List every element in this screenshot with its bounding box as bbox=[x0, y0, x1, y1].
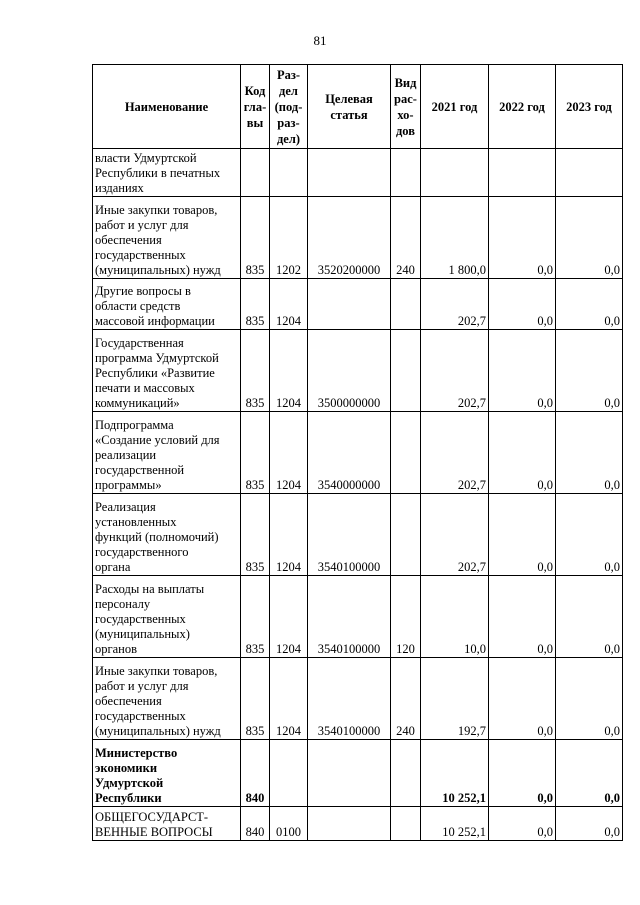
row-2023: 0,0 bbox=[556, 197, 623, 279]
row-target: 3520200000 bbox=[308, 197, 391, 279]
row-chapter: 840 bbox=[241, 740, 270, 807]
row-name: Другие вопросы в области средств массовой информации bbox=[93, 279, 241, 330]
row-section: 1204 bbox=[270, 494, 308, 576]
header-chapter-code: Код гла- вы bbox=[241, 65, 270, 149]
row-2023: 0,0 bbox=[556, 576, 623, 658]
row-chapter: 835 bbox=[241, 197, 270, 279]
header-target-article: Целевая статья bbox=[308, 65, 391, 149]
row-2023: 0,0 bbox=[556, 807, 623, 841]
row-target bbox=[308, 279, 391, 330]
row-2023: 0,0 bbox=[556, 740, 623, 807]
header-expense-type: Вид рас- хо- дов bbox=[391, 65, 421, 149]
page-number: 81 bbox=[313, 33, 327, 48]
row-chapter: 835 bbox=[241, 330, 270, 412]
row-2023: 0,0 bbox=[556, 279, 623, 330]
row-2022: 0,0 bbox=[489, 330, 556, 412]
row-chapter bbox=[241, 149, 270, 197]
row-2021: 10 252,1 bbox=[421, 740, 489, 807]
row-name: ОБЩЕГОСУДАРСТ- ВЕННЫЕ ВОПРОСЫ bbox=[93, 807, 241, 841]
table-row bbox=[93, 330, 623, 412]
row-2022: 0,0 bbox=[489, 807, 556, 841]
header-row bbox=[93, 65, 623, 149]
row-2022 bbox=[489, 149, 556, 197]
row-name: Расходы на выплаты персоналу государственных (муниципальных) органов bbox=[93, 576, 241, 658]
row-2023: 0,0 bbox=[556, 658, 623, 740]
row-chapter: 835 bbox=[241, 494, 270, 576]
row-expense-type bbox=[391, 330, 421, 412]
row-2022: 0,0 bbox=[489, 576, 556, 658]
row-name: Министерство экономики Удмуртской Республики bbox=[93, 740, 241, 807]
row-2023: 0,0 bbox=[556, 494, 623, 576]
table-row bbox=[93, 279, 623, 330]
row-expense-type: 240 bbox=[391, 658, 421, 740]
row-target: 3500000000 bbox=[308, 330, 391, 412]
table-row bbox=[93, 197, 623, 279]
row-section: 1204 bbox=[270, 330, 308, 412]
row-expense-type: 120 bbox=[391, 576, 421, 658]
table-row bbox=[93, 412, 623, 494]
row-section bbox=[270, 149, 308, 197]
row-2021: 192,7 bbox=[421, 658, 489, 740]
row-2023 bbox=[556, 149, 623, 197]
row-section: 1204 bbox=[270, 658, 308, 740]
row-section bbox=[270, 740, 308, 807]
table-row bbox=[93, 740, 623, 807]
row-2023: 0,0 bbox=[556, 412, 623, 494]
row-expense-type bbox=[391, 149, 421, 197]
row-section: 0100 bbox=[270, 807, 308, 841]
row-section: 1202 bbox=[270, 197, 308, 279]
table-row bbox=[93, 576, 623, 658]
row-2022: 0,0 bbox=[489, 740, 556, 807]
row-name: Государственная программа Удмуртской Республики «Развитие печати и массовых коммуникаций» bbox=[93, 330, 241, 412]
row-2021 bbox=[421, 149, 489, 197]
header-year-2023: 2023 год bbox=[556, 65, 623, 149]
row-2022: 0,0 bbox=[489, 494, 556, 576]
row-target bbox=[308, 807, 391, 841]
row-2021: 10,0 bbox=[421, 576, 489, 658]
row-chapter: 835 bbox=[241, 412, 270, 494]
row-expense-type bbox=[391, 412, 421, 494]
header-section: Раз- дел (под- раз- дел) bbox=[270, 65, 308, 149]
row-2021: 10 252,1 bbox=[421, 807, 489, 841]
row-2023: 0,0 bbox=[556, 330, 623, 412]
row-target: 3540100000 bbox=[308, 576, 391, 658]
table-row bbox=[93, 658, 623, 740]
row-2021: 202,7 bbox=[421, 494, 489, 576]
row-section: 1204 bbox=[270, 412, 308, 494]
row-2021: 1 800,0 bbox=[421, 197, 489, 279]
header-year-2022: 2022 год bbox=[489, 65, 556, 149]
row-name: Иные закупки товаров, работ и услуг для обеспечения государственных (муниципальных) нужд bbox=[93, 197, 241, 279]
table-row bbox=[93, 807, 623, 841]
row-expense-type bbox=[391, 279, 421, 330]
row-2022: 0,0 bbox=[489, 658, 556, 740]
row-section: 1204 bbox=[270, 279, 308, 330]
row-target: 3540100000 bbox=[308, 658, 391, 740]
row-expense-type: 240 bbox=[391, 197, 421, 279]
row-name: Подпрограмма «Создание условий для реализации государственной программы» bbox=[93, 412, 241, 494]
row-2022: 0,0 bbox=[489, 197, 556, 279]
row-target bbox=[308, 740, 391, 807]
row-2022: 0,0 bbox=[489, 412, 556, 494]
header-year-2021: 2021 год bbox=[421, 65, 489, 149]
header-name: Наименование bbox=[93, 65, 241, 149]
budget-table bbox=[92, 64, 623, 841]
row-expense-type bbox=[391, 740, 421, 807]
row-expense-type bbox=[391, 494, 421, 576]
row-2021: 202,7 bbox=[421, 330, 489, 412]
row-2021: 202,7 bbox=[421, 412, 489, 494]
row-target: 3540000000 bbox=[308, 412, 391, 494]
row-chapter: 840 bbox=[241, 807, 270, 841]
row-2021: 202,7 bbox=[421, 279, 489, 330]
row-name: власти Удмуртской Республики в печатных изданиях bbox=[93, 149, 241, 197]
row-expense-type bbox=[391, 807, 421, 841]
row-target: 3540100000 bbox=[308, 494, 391, 576]
row-chapter: 835 bbox=[241, 576, 270, 658]
row-2022: 0,0 bbox=[489, 279, 556, 330]
row-name: Иные закупки товаров, работ и услуг для обеспечения государственных (муниципальных) нужд bbox=[93, 658, 241, 740]
table-row bbox=[93, 494, 623, 576]
table-row bbox=[93, 149, 623, 197]
row-chapter: 835 bbox=[241, 658, 270, 740]
row-name: Реализация установленных функций (полномочий) государственного органа bbox=[93, 494, 241, 576]
row-target bbox=[308, 149, 391, 197]
row-section: 1204 bbox=[270, 576, 308, 658]
row-chapter: 835 bbox=[241, 279, 270, 330]
